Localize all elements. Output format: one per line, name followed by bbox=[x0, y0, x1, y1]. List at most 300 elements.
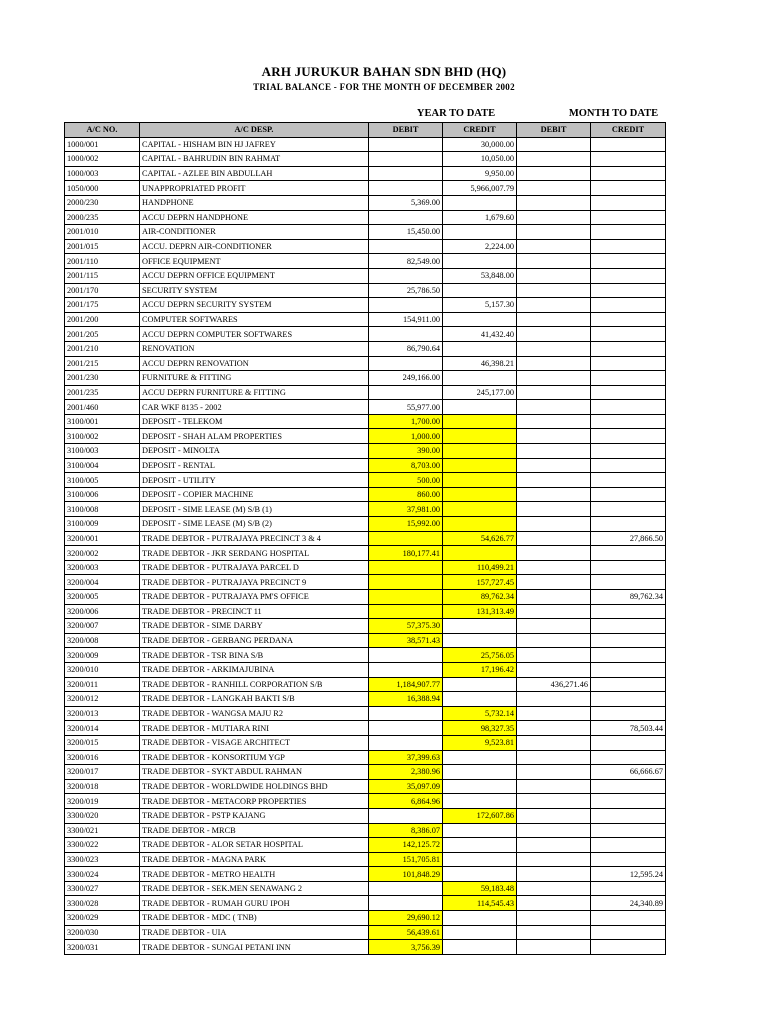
mtd-credit-cell bbox=[591, 604, 666, 619]
mtd-debit-cell bbox=[517, 356, 591, 371]
ac-no-cell: 2000/235 bbox=[65, 210, 140, 225]
table-row bbox=[65, 911, 666, 926]
ytd-debit-cell: 37,399.63 bbox=[369, 750, 443, 765]
mtd-credit-cell bbox=[591, 327, 666, 342]
table-row bbox=[65, 794, 666, 809]
ac-no-cell: 2001/210 bbox=[65, 341, 140, 356]
ac-no-cell: 3200/015 bbox=[65, 735, 140, 750]
ytd-debit-cell bbox=[369, 356, 443, 371]
ac-desp-cell: DEPOSIT - SIME LEASE (M) S/B (2) bbox=[140, 517, 369, 532]
table-row bbox=[65, 371, 666, 386]
table-row bbox=[65, 662, 666, 677]
mtd-debit-cell bbox=[517, 181, 591, 196]
table-row bbox=[65, 312, 666, 327]
ytd-credit-cell: 5,732.14 bbox=[443, 706, 517, 721]
ytd-debit-cell bbox=[369, 735, 443, 750]
ytd-debit-cell: 38,571.43 bbox=[369, 633, 443, 648]
table-row bbox=[65, 590, 666, 605]
ytd-credit-cell bbox=[443, 195, 517, 210]
ac-desp-cell: TRADE DEBTOR - PUTRAJAYA PRECINCT 3 & 4 bbox=[140, 531, 369, 546]
ytd-credit-cell bbox=[443, 677, 517, 692]
ac-no-cell: 3100/001 bbox=[65, 414, 140, 429]
ac-desp-cell: TRADE DEBTOR - SIME DARBY bbox=[140, 619, 369, 634]
mtd-debit-cell bbox=[517, 633, 591, 648]
mtd-debit-cell bbox=[517, 385, 591, 400]
ytd-debit-cell: 154,911.00 bbox=[369, 312, 443, 327]
mtd-credit-cell bbox=[591, 268, 666, 283]
ytd-credit-cell: 89,762.34 bbox=[443, 590, 517, 605]
ytd-debit-cell bbox=[369, 137, 443, 152]
ytd-debit-cell: 500.00 bbox=[369, 473, 443, 488]
ytd-debit-cell: 3,756.39 bbox=[369, 940, 443, 955]
ytd-credit-cell bbox=[443, 692, 517, 707]
mtd-credit-cell bbox=[591, 619, 666, 634]
table-row bbox=[65, 721, 666, 736]
ac-no-cell: 2001/215 bbox=[65, 356, 140, 371]
ytd-debit-cell: 5,369.00 bbox=[369, 195, 443, 210]
company-title: ARH JURUKUR BAHAN SDN BHD (HQ) bbox=[261, 64, 507, 79]
ac-desp-cell: TRADE DEBTOR - ALOR SETAR HOSPITAL bbox=[140, 838, 369, 853]
ytd-credit-cell: 5,157.30 bbox=[443, 298, 517, 313]
ac-no-cell: 2001/010 bbox=[65, 225, 140, 240]
ytd-debit-cell bbox=[369, 808, 443, 823]
ytd-credit-cell: 17,196.42 bbox=[443, 662, 517, 677]
mtd-debit-cell bbox=[517, 473, 591, 488]
mtd-credit-cell bbox=[591, 517, 666, 532]
ytd-credit-cell: 245,177.00 bbox=[443, 385, 517, 400]
ac-desp-cell: ACCU DEPRN HANDPHONE bbox=[140, 210, 369, 225]
ac-no-cell: 3200/013 bbox=[65, 706, 140, 721]
mtd-debit-cell bbox=[517, 517, 591, 532]
mtd-debit-cell bbox=[517, 648, 591, 663]
mtd-credit-cell bbox=[591, 444, 666, 459]
mtd-debit-cell bbox=[517, 414, 591, 429]
ytd-debit-cell: 15,992.00 bbox=[369, 517, 443, 532]
trial-balance-table bbox=[64, 122, 666, 955]
mtd-debit-cell bbox=[517, 838, 591, 853]
ac-no-cell: 1000/002 bbox=[65, 152, 140, 167]
ytd-debit-cell: 390.00 bbox=[369, 444, 443, 459]
mtd-debit-cell bbox=[517, 590, 591, 605]
table-row bbox=[65, 648, 666, 663]
ac-no-cell: 3200/018 bbox=[65, 779, 140, 794]
ac-desp-cell: DEPOSIT - COPIER MACHINE bbox=[140, 487, 369, 502]
ytd-debit-cell: 151,705.81 bbox=[369, 852, 443, 867]
mtd-credit-cell bbox=[591, 225, 666, 240]
ac-no-cell: 3200/006 bbox=[65, 604, 140, 619]
ac-no-cell: 2001/170 bbox=[65, 283, 140, 298]
ytd-credit-cell: 172,607.86 bbox=[443, 808, 517, 823]
mtd-credit-cell bbox=[591, 487, 666, 502]
mtd-debit-cell bbox=[517, 765, 591, 780]
ytd-credit-cell bbox=[443, 429, 517, 444]
mtd-credit-cell bbox=[591, 385, 666, 400]
mtd-credit-cell bbox=[591, 239, 666, 254]
ac-no-cell: 3200/029 bbox=[65, 911, 140, 926]
mtd-credit-cell bbox=[591, 808, 666, 823]
ac-desp-cell: ACCU DEPRN COMPUTER SOFTWARES bbox=[140, 327, 369, 342]
ytd-debit-cell: 2,380.96 bbox=[369, 765, 443, 780]
ac-no-cell: 3300/020 bbox=[65, 808, 140, 823]
ac-desp-cell: ACCU. DEPRN AIR-CONDITIONER bbox=[140, 239, 369, 254]
ac-desp-cell: UNAPPROPRIATED PROFIT bbox=[140, 181, 369, 196]
mtd-credit-cell bbox=[591, 341, 666, 356]
mtd-credit-cell bbox=[591, 881, 666, 896]
ytd-credit-cell bbox=[443, 779, 517, 794]
mtd-debit-cell: 436,271.46 bbox=[517, 677, 591, 692]
table-row bbox=[65, 487, 666, 502]
table-row bbox=[65, 152, 666, 167]
ytd-debit-cell: 16,388.94 bbox=[369, 692, 443, 707]
mtd-credit-cell bbox=[591, 546, 666, 561]
ytd-debit-cell bbox=[369, 152, 443, 167]
ytd-credit-cell bbox=[443, 838, 517, 853]
ac-no-cell: 2001/205 bbox=[65, 327, 140, 342]
table-row bbox=[65, 896, 666, 911]
table-row bbox=[65, 852, 666, 867]
ytd-debit-cell bbox=[369, 648, 443, 663]
mtd-credit-cell bbox=[591, 473, 666, 488]
ytd-debit-cell: 86,790.64 bbox=[369, 341, 443, 356]
ac-desp-cell: SECURITY SYSTEM bbox=[140, 283, 369, 298]
mtd-credit-cell bbox=[591, 166, 666, 181]
table-row bbox=[65, 195, 666, 210]
ytd-debit-cell: 29,690.12 bbox=[369, 911, 443, 926]
ytd-credit-cell: 1,679.60 bbox=[443, 210, 517, 225]
ytd-debit-cell bbox=[369, 560, 443, 575]
mtd-credit-cell bbox=[591, 735, 666, 750]
mtd-debit-cell bbox=[517, 195, 591, 210]
ac-no-cell: 2001/460 bbox=[65, 400, 140, 415]
col-header-mtd-debit: DEBIT bbox=[517, 123, 591, 138]
ytd-debit-cell: 82,549.00 bbox=[369, 254, 443, 269]
report-subtitle: TRIAL BALANCE - FOR THE MONTH OF DECEMBER 2002 bbox=[253, 82, 515, 92]
mtd-credit-cell bbox=[591, 181, 666, 196]
mtd-debit-cell bbox=[517, 794, 591, 809]
ac-desp-cell: DEPOSIT - SHAH ALAM PROPERTIES bbox=[140, 429, 369, 444]
ytd-credit-cell bbox=[443, 473, 517, 488]
ac-desp-cell: ACCU DEPRN RENOVATION bbox=[140, 356, 369, 371]
ac-desp-cell: ACCU DEPRN OFFICE EQUIPMENT bbox=[140, 268, 369, 283]
ytd-credit-cell bbox=[443, 750, 517, 765]
table-row bbox=[65, 881, 666, 896]
ac-desp-cell: TRADE DEBTOR - METACORP PROPERTIES bbox=[140, 794, 369, 809]
ytd-credit-cell: 25,756.05 bbox=[443, 648, 517, 663]
ytd-credit-cell bbox=[443, 794, 517, 809]
mtd-debit-cell bbox=[517, 575, 591, 590]
mtd-credit-cell bbox=[591, 779, 666, 794]
table-row bbox=[65, 531, 666, 546]
ac-no-cell: 3200/016 bbox=[65, 750, 140, 765]
mtd-credit-cell bbox=[591, 254, 666, 269]
ytd-debit-cell: 55,977.00 bbox=[369, 400, 443, 415]
ytd-credit-cell: 41,432.40 bbox=[443, 327, 517, 342]
mtd-credit-cell bbox=[591, 312, 666, 327]
ac-no-cell: 3200/007 bbox=[65, 619, 140, 634]
ytd-credit-cell bbox=[443, 487, 517, 502]
ytd-credit-cell bbox=[443, 619, 517, 634]
mtd-debit-cell bbox=[517, 619, 591, 634]
table-row bbox=[65, 473, 666, 488]
ytd-credit-cell bbox=[443, 867, 517, 882]
ac-desp-cell: HANDPHONE bbox=[140, 195, 369, 210]
table-row bbox=[65, 225, 666, 240]
ytd-debit-cell bbox=[369, 662, 443, 677]
ac-no-cell: 3300/021 bbox=[65, 823, 140, 838]
table-row bbox=[65, 823, 666, 838]
ac-no-cell: 3300/023 bbox=[65, 852, 140, 867]
mtd-credit-cell bbox=[591, 429, 666, 444]
ac-desp-cell: TRADE DEBTOR - SUNGAI PETANI INN bbox=[140, 940, 369, 955]
mtd-debit-cell bbox=[517, 283, 591, 298]
ytd-debit-cell bbox=[369, 575, 443, 590]
ytd-debit-cell: 8,703.00 bbox=[369, 458, 443, 473]
mtd-debit-cell bbox=[517, 210, 591, 225]
table-row bbox=[65, 808, 666, 823]
mtd-debit-cell bbox=[517, 604, 591, 619]
mtd-credit-cell: 24,340.89 bbox=[591, 896, 666, 911]
ac-desp-cell: FURNITURE & FITTING bbox=[140, 371, 369, 386]
ac-no-cell: 3300/028 bbox=[65, 896, 140, 911]
col-header-ac-no: A/C NO. bbox=[65, 123, 140, 138]
ytd-debit-cell: 180,177.41 bbox=[369, 546, 443, 561]
ac-no-cell: 3200/004 bbox=[65, 575, 140, 590]
mtd-debit-cell bbox=[517, 254, 591, 269]
ac-no-cell: 3200/008 bbox=[65, 633, 140, 648]
table-row bbox=[65, 838, 666, 853]
ac-no-cell: 3100/009 bbox=[65, 517, 140, 532]
table-row bbox=[65, 692, 666, 707]
mtd-debit-cell bbox=[517, 940, 591, 955]
ac-desp-cell: CAPITAL - BAHRUDIN BIN RAHMAT bbox=[140, 152, 369, 167]
table-row bbox=[65, 604, 666, 619]
mtd-debit-cell bbox=[517, 896, 591, 911]
ytd-credit-cell: 54,626.77 bbox=[443, 531, 517, 546]
mtd-debit-cell bbox=[517, 662, 591, 677]
mtd-credit-cell: 89,762.34 bbox=[591, 590, 666, 605]
mtd-debit-cell bbox=[517, 298, 591, 313]
ytd-debit-cell: 8,386.07 bbox=[369, 823, 443, 838]
ytd-credit-cell bbox=[443, 312, 517, 327]
ytd-debit-cell: 249,166.00 bbox=[369, 371, 443, 386]
table-row bbox=[65, 356, 666, 371]
mtd-debit-cell bbox=[517, 560, 591, 575]
col-header-ac-desp: A/C DESP. bbox=[140, 123, 369, 138]
ac-desp-cell: DEPOSIT - SIME LEASE (M) S/B (1) bbox=[140, 502, 369, 517]
ytd-credit-cell bbox=[443, 414, 517, 429]
table-row bbox=[65, 867, 666, 882]
mtd-debit-cell bbox=[517, 502, 591, 517]
ac-no-cell: 3200/009 bbox=[65, 648, 140, 663]
ac-desp-cell: RENOVATION bbox=[140, 341, 369, 356]
ytd-credit-cell: 30,000.00 bbox=[443, 137, 517, 152]
table-row bbox=[65, 327, 666, 342]
mtd-debit-cell bbox=[517, 925, 591, 940]
mtd-credit-cell: 12,595.24 bbox=[591, 867, 666, 882]
mtd-credit-cell bbox=[591, 283, 666, 298]
ytd-credit-cell: 114,545.43 bbox=[443, 896, 517, 911]
col-header-mtd-credit: CREDIT bbox=[591, 123, 666, 138]
ac-desp-cell: TRADE DEBTOR - SYKT ABDUL RAHMAN bbox=[140, 765, 369, 780]
mtd-credit-cell bbox=[591, 750, 666, 765]
col-header-ytd-debit: DEBIT bbox=[369, 123, 443, 138]
ac-no-cell: 2001/200 bbox=[65, 312, 140, 327]
mtd-credit-cell bbox=[591, 298, 666, 313]
ytd-credit-cell: 53,848.00 bbox=[443, 268, 517, 283]
ytd-credit-cell bbox=[443, 502, 517, 517]
mtd-debit-cell bbox=[517, 808, 591, 823]
ytd-debit-cell bbox=[369, 604, 443, 619]
ytd-debit-cell bbox=[369, 385, 443, 400]
ytd-debit-cell bbox=[369, 181, 443, 196]
ytd-credit-cell: 46,398.21 bbox=[443, 356, 517, 371]
ac-no-cell: 1050/000 bbox=[65, 181, 140, 196]
ytd-credit-cell: 5,966,007.79 bbox=[443, 181, 517, 196]
ac-desp-cell: TRADE DEBTOR - GERBANG PERDANA bbox=[140, 633, 369, 648]
ac-desp-cell: TRADE DEBTOR - SEK.MEN SENAWANG 2 bbox=[140, 881, 369, 896]
month-to-date-label: MONTH TO DATE bbox=[568, 108, 659, 119]
mtd-credit-cell bbox=[591, 911, 666, 926]
ytd-debit-cell bbox=[369, 706, 443, 721]
ytd-debit-cell bbox=[369, 166, 443, 181]
ac-desp-cell: TRADE DEBTOR - MRCB bbox=[140, 823, 369, 838]
mtd-credit-cell bbox=[591, 371, 666, 386]
mtd-credit-cell bbox=[591, 458, 666, 473]
ytd-credit-cell bbox=[443, 852, 517, 867]
ac-desp-cell: TRADE DEBTOR - RUMAH GURU IPOH bbox=[140, 896, 369, 911]
table-row bbox=[65, 706, 666, 721]
mtd-debit-cell bbox=[517, 692, 591, 707]
ytd-credit-cell bbox=[443, 546, 517, 561]
ac-no-cell: 3200/012 bbox=[65, 692, 140, 707]
ytd-debit-cell bbox=[369, 298, 443, 313]
mtd-debit-cell bbox=[517, 341, 591, 356]
mtd-credit-cell: 66,666.67 bbox=[591, 765, 666, 780]
ac-no-cell: 3200/003 bbox=[65, 560, 140, 575]
ytd-credit-cell bbox=[443, 283, 517, 298]
table-row bbox=[65, 750, 666, 765]
ac-no-cell: 3300/024 bbox=[65, 867, 140, 882]
mtd-debit-cell bbox=[517, 750, 591, 765]
ac-no-cell: 3200/030 bbox=[65, 925, 140, 940]
year-to-date-label: YEAR TO DATE bbox=[416, 108, 496, 119]
mtd-credit-cell bbox=[591, 648, 666, 663]
mtd-credit-cell: 78,503.44 bbox=[591, 721, 666, 736]
ytd-credit-cell: 2,224.00 bbox=[443, 239, 517, 254]
mtd-debit-cell bbox=[517, 137, 591, 152]
table-row bbox=[65, 940, 666, 955]
ytd-credit-cell bbox=[443, 254, 517, 269]
ac-no-cell: 3100/005 bbox=[65, 473, 140, 488]
mtd-credit-cell bbox=[591, 356, 666, 371]
mtd-credit-cell bbox=[591, 502, 666, 517]
ytd-debit-cell: 35,097.09 bbox=[369, 779, 443, 794]
table-row bbox=[65, 268, 666, 283]
table-row bbox=[65, 137, 666, 152]
table-row bbox=[65, 298, 666, 313]
table-row bbox=[65, 502, 666, 517]
ytd-credit-cell: 10,050.00 bbox=[443, 152, 517, 167]
mtd-credit-cell bbox=[591, 677, 666, 692]
ytd-debit-cell: 101,848.29 bbox=[369, 867, 443, 882]
ytd-debit-cell: 860.00 bbox=[369, 487, 443, 502]
ytd-debit-cell bbox=[369, 896, 443, 911]
mtd-credit-cell bbox=[591, 662, 666, 677]
ac-desp-cell: CAR WKF 8135 - 2002 bbox=[140, 400, 369, 415]
ytd-debit-cell: 6,864.96 bbox=[369, 794, 443, 809]
mtd-debit-cell bbox=[517, 152, 591, 167]
ytd-debit-cell: 37,981.00 bbox=[369, 502, 443, 517]
ytd-credit-cell: 59,183.48 bbox=[443, 881, 517, 896]
ac-no-cell: 3300/027 bbox=[65, 881, 140, 896]
mtd-debit-cell bbox=[517, 881, 591, 896]
ytd-debit-cell bbox=[369, 721, 443, 736]
mtd-credit-cell: 27,866.50 bbox=[591, 531, 666, 546]
mtd-debit-cell bbox=[517, 867, 591, 882]
ytd-debit-cell bbox=[369, 268, 443, 283]
ac-desp-cell: CAPITAL - AZLEE BIN ABDULLAH bbox=[140, 166, 369, 181]
ytd-credit-cell: 9,523.81 bbox=[443, 735, 517, 750]
ac-desp-cell: DEPOSIT - UTILITY bbox=[140, 473, 369, 488]
mtd-credit-cell bbox=[591, 400, 666, 415]
ac-no-cell: 3300/022 bbox=[65, 838, 140, 853]
ac-no-cell: 3200/002 bbox=[65, 546, 140, 561]
mtd-debit-cell bbox=[517, 531, 591, 546]
table-row bbox=[65, 458, 666, 473]
mtd-debit-cell bbox=[517, 458, 591, 473]
ytd-credit-cell: 157,727.45 bbox=[443, 575, 517, 590]
ac-desp-cell: COMPUTER SOFTWARES bbox=[140, 312, 369, 327]
ac-desp-cell: ACCU DEPRN SECURITY SYSTEM bbox=[140, 298, 369, 313]
table-row bbox=[65, 239, 666, 254]
ac-desp-cell: TRADE DEBTOR - LANGKAH BAKTI S/B bbox=[140, 692, 369, 707]
mtd-credit-cell bbox=[591, 210, 666, 225]
mtd-debit-cell bbox=[517, 327, 591, 342]
mtd-debit-cell bbox=[517, 735, 591, 750]
mtd-debit-cell bbox=[517, 721, 591, 736]
ac-no-cell: 2001/115 bbox=[65, 268, 140, 283]
ac-desp-cell: ACCU DEPRN FURNITURE & FITTING bbox=[140, 385, 369, 400]
ac-desp-cell: TRADE DEBTOR - PUTRAJAYA PRECINCT 9 bbox=[140, 575, 369, 590]
table-row bbox=[65, 254, 666, 269]
ytd-debit-cell bbox=[369, 590, 443, 605]
ac-no-cell: 3100/006 bbox=[65, 487, 140, 502]
mtd-debit-cell bbox=[517, 706, 591, 721]
table-row bbox=[65, 633, 666, 648]
ac-no-cell: 2001/110 bbox=[65, 254, 140, 269]
table-row bbox=[65, 414, 666, 429]
ytd-credit-cell: 131,313.49 bbox=[443, 604, 517, 619]
ytd-debit-cell: 1,700.00 bbox=[369, 414, 443, 429]
table-row bbox=[65, 560, 666, 575]
mtd-credit-cell bbox=[591, 414, 666, 429]
ac-no-cell: 3200/011 bbox=[65, 677, 140, 692]
mtd-credit-cell bbox=[591, 137, 666, 152]
table-row bbox=[65, 546, 666, 561]
ytd-debit-cell bbox=[369, 531, 443, 546]
ytd-credit-cell: 98,327.35 bbox=[443, 721, 517, 736]
ac-no-cell: 3100/002 bbox=[65, 429, 140, 444]
ac-no-cell: 2001/175 bbox=[65, 298, 140, 313]
ytd-credit-cell bbox=[443, 517, 517, 532]
ac-desp-cell: CAPITAL - HISHAM BIN HJ JAFREY bbox=[140, 137, 369, 152]
table-row bbox=[65, 619, 666, 634]
ac-no-cell: 2001/015 bbox=[65, 239, 140, 254]
ytd-debit-cell bbox=[369, 881, 443, 896]
mtd-debit-cell bbox=[517, 487, 591, 502]
ac-desp-cell: TRADE DEBTOR - MDC ( TNB) bbox=[140, 911, 369, 926]
table-row bbox=[65, 400, 666, 415]
